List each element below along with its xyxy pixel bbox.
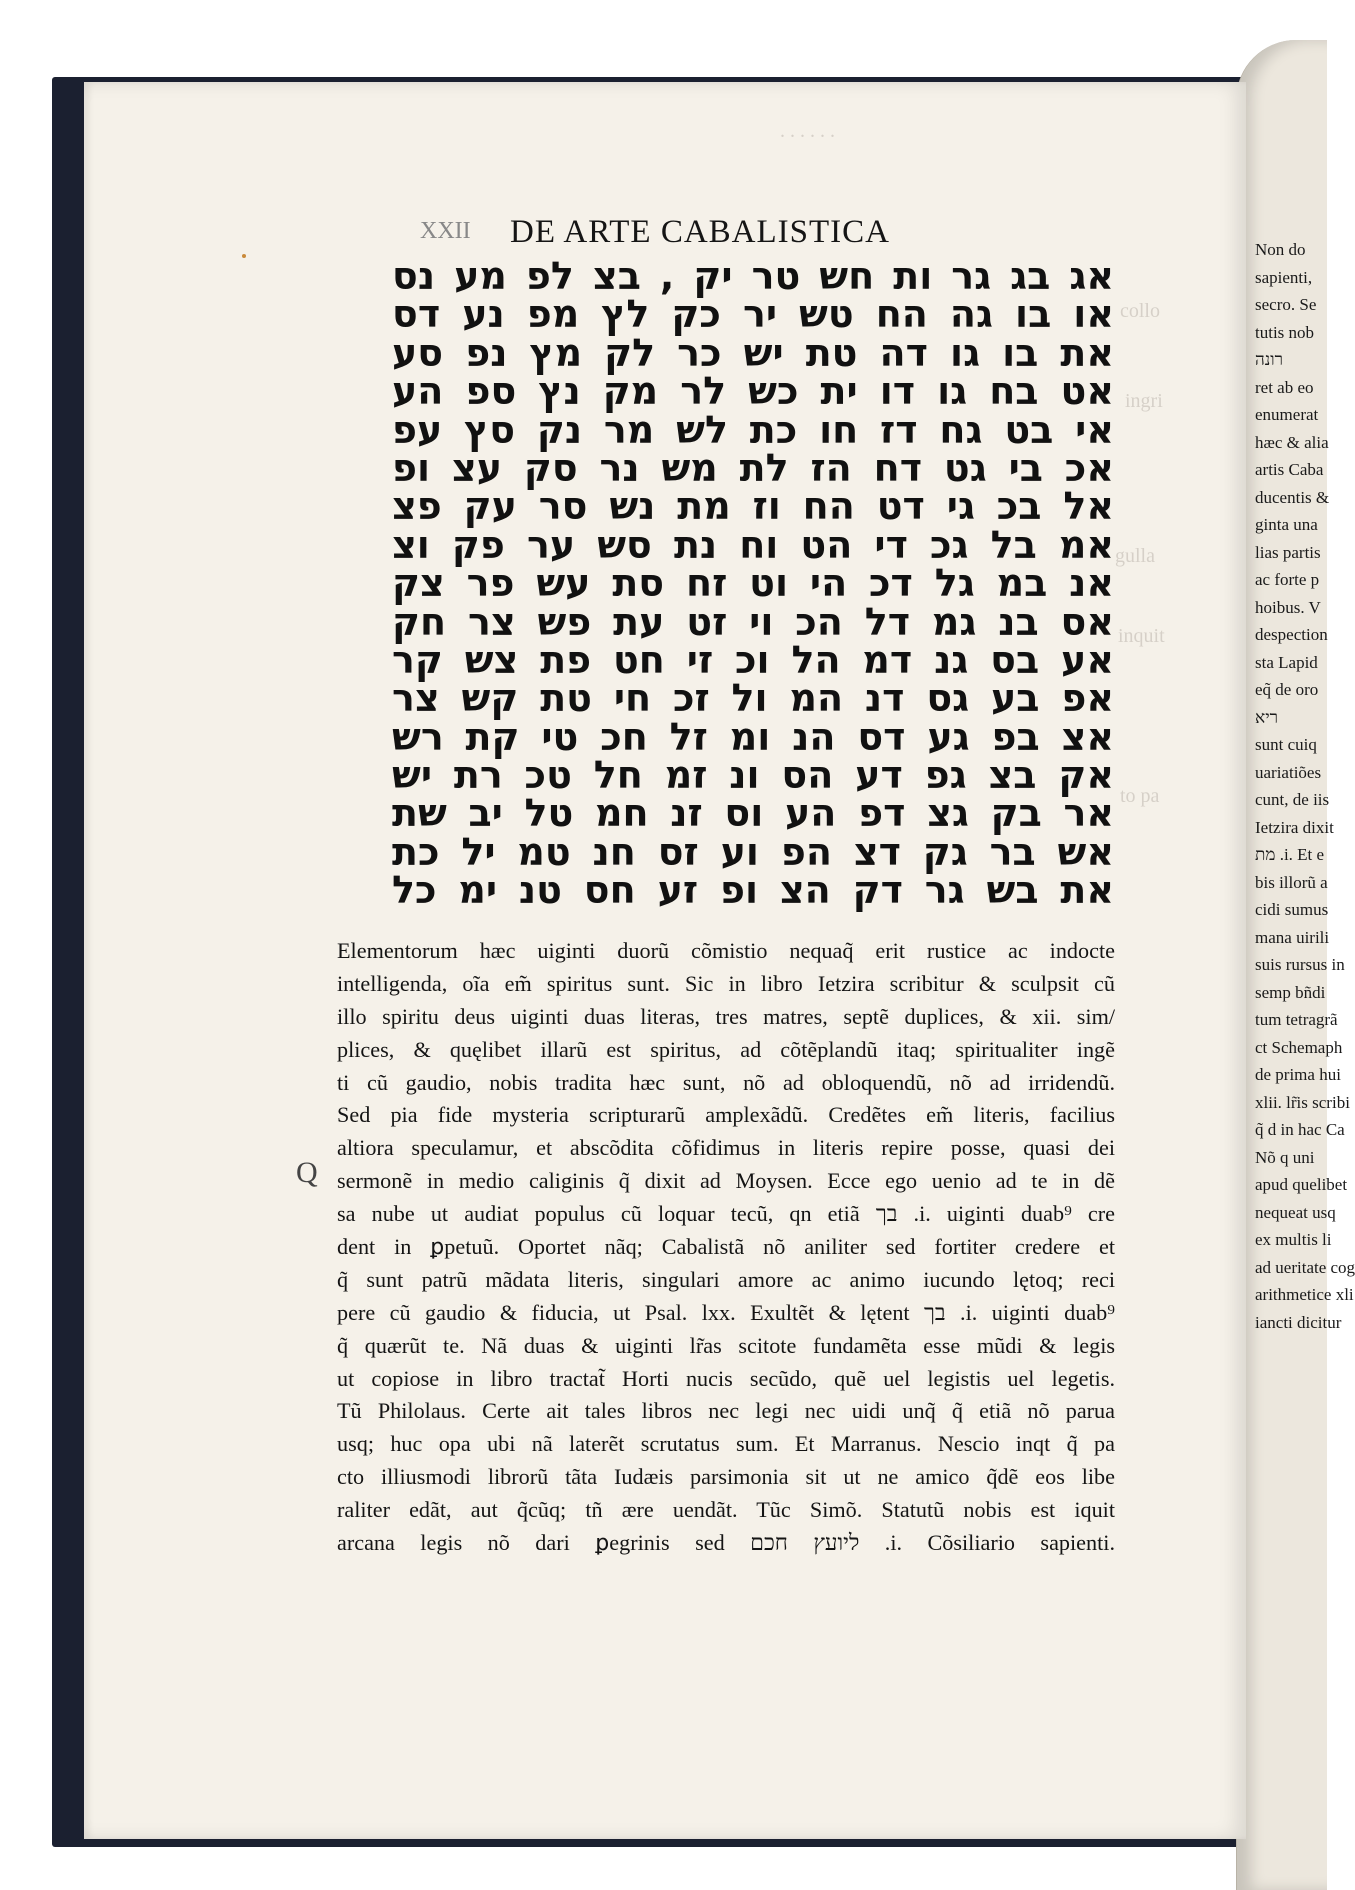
facing-page-line: cidi sumus: [1255, 900, 1329, 919]
hebrew-row: אמ בל גכ די הט וח נת סש ער פק וצ: [392, 522, 1114, 567]
facing-page-line: hæc & alia: [1255, 432, 1329, 452]
facing-page-line: Ietzira dixit: [1255, 817, 1334, 837]
facing-page-line: ginta una: [1255, 515, 1318, 534]
text-line: sa nube ut audiat populus cũ loquar tecũ, qn etiã בך .i. uiginti duab⁹ cre: [337, 1201, 1115, 1227]
text-line: plices, & quęlibet illarũ est spiritus, ad cõtẽplandũ itaq; spiritualiter ingẽ: [337, 1036, 1115, 1062]
facing-page-line: רונה: [1255, 350, 1284, 369]
facing-page-line: ad ueritate cog: [1255, 1257, 1355, 1277]
facing-page-line: cunt, de iis: [1255, 790, 1330, 809]
show-through: gulla: [1115, 545, 1155, 567]
facing-page-line: ct Schemaph: [1255, 1037, 1343, 1057]
show-through: . . . . . .: [780, 120, 835, 142]
facing-page-line: arithmetice xli: [1255, 1285, 1354, 1304]
text-line: q̃ sunt patrũ mãdata literis, singulari amore ac animo iucundo lętoq; reci: [337, 1266, 1115, 1292]
facing-page-line: semp bñdi: [1255, 982, 1326, 1002]
facing-page-line: Non do: [1255, 240, 1306, 259]
facing-page-line: artis Caba: [1255, 460, 1324, 479]
facing-page-line: tum tetragrã: [1255, 1010, 1338, 1029]
running-head: DE ARTE CABALISTICA: [509, 214, 891, 250]
facing-page-line: xlii. lr̃is scribi: [1255, 1092, 1350, 1112]
show-through: ingri: [1125, 390, 1163, 412]
text-line: dent in ꝑpetuũ. Oportet nãq; Cabalistã nõ aniliter sed fortiter credere et: [337, 1234, 1115, 1260]
facing-page-line: secro. Se: [1255, 295, 1317, 314]
hebrew-row: אל בכ גי דט הח וז מת נש סר עק פצ: [392, 484, 1114, 529]
facing-page-line: ret ab eo: [1255, 377, 1314, 397]
facing-page-line: sapienti,: [1255, 267, 1313, 287]
facing-page: [1236, 40, 1355, 1890]
facing-page-line: Nõ q uni: [1255, 1147, 1315, 1167]
folio-number: XXII: [420, 218, 471, 244]
show-through: to pa: [1120, 785, 1160, 807]
hebrew-row: אנ במ גל דכ הי וט זח סת עש פר צק: [392, 561, 1114, 606]
facing-page-line: ex multis li: [1255, 1230, 1332, 1249]
hebrew-row: אק בצ גפ דע הס ונ זמ חל טכ רת יש: [392, 753, 1114, 798]
facing-page-line: enumerat: [1255, 405, 1319, 424]
facing-page-line: eq̃ de oro: [1255, 680, 1319, 699]
text-line: intelligenda, oĩa em̃ spiritus sunt. Sic in libro Ietzira scribitur & sculpsit cũ: [337, 970, 1115, 996]
hebrew-letter-table: [392, 254, 1114, 913]
facing-page-line: tutis nob: [1255, 322, 1315, 342]
facing-page-line: ריא: [1255, 707, 1279, 727]
facing-page-line: uariatiões: [1255, 762, 1322, 782]
text-line: Sed pia fide mysteria scripturarũ amplexãdũ. Credẽtes em̃ literis, facilius: [337, 1102, 1115, 1128]
text-line: ti cũ gaudio, nobis tradita hæc sunt, nõ ad obloquendũ, nõ ad irridendũ.: [337, 1069, 1115, 1095]
text-line: illo spiritu deus uiginti duas literas, tres matres, septẽ duplices, & xii. sim/: [337, 1003, 1115, 1029]
facing-page-line: ac forte p: [1255, 570, 1320, 589]
show-through: collo: [1120, 300, 1160, 322]
facing-page-line: ducentis &: [1255, 487, 1330, 507]
facing-page-line: lias partis: [1255, 542, 1321, 562]
latin-text-block: [337, 935, 1115, 1560]
text-line: arcana legis nõ dari ꝑegrinis sed ליועץ חכם .i. Cõsiliario sapienti.: [337, 1530, 1115, 1556]
text-line: ut copiose in libro tractat̃ Horti nucis secũdo, quẽ uel legistis uel legetis.: [337, 1365, 1115, 1391]
text-line: altiora speculamur, et abscõdita cõfidimus in literis repire posse, quasi dei: [337, 1135, 1115, 1161]
hebrew-row: אש בר גק דצ הפ וע זס חנ טמ יל כת: [392, 829, 1114, 874]
hebrew-row: אכ בי גט דח הז לת מש נר סק עצ ופ: [392, 445, 1114, 490]
hebrew-row: את בו גו דה טת יש כר לק מץ נפ סע: [392, 330, 1114, 375]
facing-page-line: apud quelibet: [1255, 1175, 1348, 1194]
facing-page-line: despection: [1255, 625, 1328, 644]
paper-spot: [242, 254, 246, 258]
text-line: Tũ Philolaus. Certe ait tales libros nec legi nec uidi unq̃ q̃ etiã nõ parua: [337, 1398, 1115, 1424]
hebrew-row: אפ בע גס דנ המ ול זכ חי טת קש צר: [392, 676, 1114, 721]
text-line: pere cũ gaudio & fiducia, ut Psal. lxx. Exultẽt & lętent בך .i. uiginti duab⁹: [337, 1299, 1115, 1325]
facing-page-line: q̃ d in hac Ca: [1255, 1120, 1345, 1139]
text-line: usq; huc opa ubi nã laterẽt scrutatus sum. Et Marranus. Nescio inqt q̃ pa: [337, 1431, 1115, 1457]
hebrew-row: אס בנ גמ דל הכ וי זט עת פש צר חק: [392, 599, 1114, 644]
hebrew-row: אי בט גח דז חו כת לש מר נק סץ עפ: [392, 407, 1114, 452]
facing-page-line: de prima hui: [1255, 1065, 1341, 1084]
facing-page-line: hoibus. V: [1255, 597, 1321, 617]
margin-letter: Q: [296, 1156, 318, 1189]
facing-page-line: sunt cuiq: [1255, 735, 1317, 754]
facing-page-line: mana uirili: [1255, 927, 1330, 947]
hebrew-row: אע בס גנ דמ הל וכ זי חט פת צש קר: [392, 637, 1114, 682]
hebrew-row: או בו גה הח טש יר כק לץ מפ נע דס: [392, 292, 1114, 337]
text-line: raliter edãt, aut q̃cũq; tñ ære uendãt. Tũc Simõ. Statutũ nobis est iquit: [337, 1497, 1115, 1523]
show-through: inquit: [1118, 625, 1165, 647]
facing-page-line: iancti dicitur: [1255, 1312, 1342, 1332]
facing-page-line: sta Lapid: [1255, 652, 1318, 672]
text-line: cto illiusmodi librorũ tãta Iudæis parsimonia sit ut ne amico q̃dẽ eos libe: [337, 1464, 1115, 1490]
text-line: Elementorum hæc uiginti duorũ cõmistio nequaq̃ erit rustice ac indocte: [337, 938, 1115, 963]
hebrew-row: אר בק גצ דפ הע וס זנ חמ טל יב שת: [392, 791, 1114, 836]
facing-page-line: nequeat usq: [1255, 1202, 1336, 1222]
hebrew-row: אצ בפ גע דס הנ ומ זל חכ טי קת רש: [392, 714, 1114, 759]
text-line: q̃ quærũt te. Nã duas & uiginti lr̃as scitote fundamẽta esse mũdi & legis: [337, 1332, 1115, 1358]
text-line: sermonẽ in medio caliginis q̃ dixit ad Moysen. Ecce ego uenio ad te in dẽ: [337, 1168, 1115, 1194]
hebrew-row: אג בג גר ות חש טר יק , בצ לפ מע נס: [392, 254, 1114, 298]
facing-page-line: suis rursus in: [1255, 955, 1345, 974]
facing-page-line: מת .i. Et e: [1255, 845, 1325, 864]
facing-page-line: bis illorũ a: [1255, 872, 1328, 892]
hebrew-row: אט בח גו דו ית כש לר מק נץ ספ הע: [392, 369, 1114, 414]
hebrew-row: את בש גר דק הצ ופ זע חס טנ ימ כל: [392, 868, 1114, 913]
